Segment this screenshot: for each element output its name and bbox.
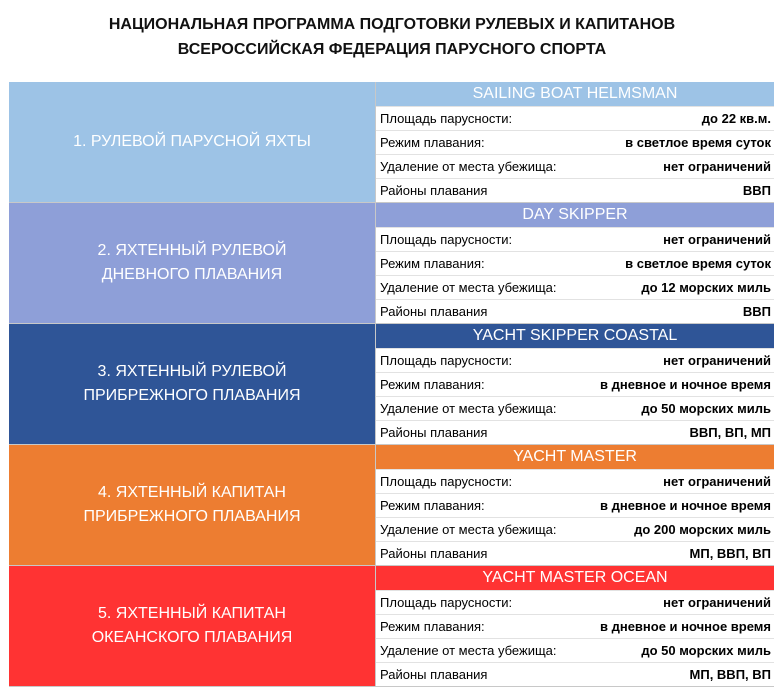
detail-row-area (376, 590, 774, 614)
detail-value: до 200 морских миль (634, 522, 771, 537)
level-details (376, 445, 774, 565)
detail-value: до 22 кв.м. (701, 111, 771, 126)
detail-row-regions (376, 420, 774, 444)
qualification-table (9, 82, 774, 687)
detail-label: Режим плавания: (380, 135, 485, 150)
detail-label: Режим плавания: (380, 619, 485, 634)
level-english-name: YACHT SKIPPER COASTAL (376, 324, 774, 348)
level-row-5 (9, 566, 774, 687)
detail-label: Удаление от места убежища: (380, 401, 557, 416)
detail-value: ВВП (742, 304, 771, 319)
level-title-cell (9, 324, 376, 444)
level-title: 1. РУЛЕВОЙ ПАРУСНОЙ ЯХТЫ (73, 133, 311, 150)
level-title-line: 2. ЯХТЕННЫЙ РУЛЕВОЙ (97, 242, 287, 259)
detail-value: в дневное и ночное время (599, 619, 771, 634)
detail-value: в светлое время суток (625, 256, 771, 271)
level-title-line: ДНЕВНОГО ПЛАВАНИЯ (101, 266, 283, 283)
level-english-name: SAILING BOAT HELMSMAN (376, 82, 774, 106)
detail-value: ВВП, ВП, МП (689, 425, 771, 440)
detail-label: Режим плавания: (380, 256, 485, 271)
level-details (376, 566, 774, 686)
detail-value: нет ограничений (663, 474, 771, 489)
detail-label: Площадь парусности: (380, 232, 513, 247)
detail-row-distance (376, 396, 774, 420)
detail-value: нет ограничений (663, 595, 771, 610)
detail-row-mode (376, 493, 774, 517)
detail-label: Площадь парусности: (380, 111, 513, 126)
detail-value: МП, ВВП, ВП (689, 546, 771, 561)
level-english-name: YACHT MASTER OCEAN (376, 566, 774, 590)
detail-row-mode (376, 251, 774, 275)
detail-row-regions (376, 662, 774, 686)
title-line-1: НАЦИОНАЛЬНАЯ ПРОГРАММА ПОДГОТОВКИ РУЛЕВЫХ И КАПИТАНОВ (108, 16, 676, 33)
detail-label: Удаление от места убежища: (380, 643, 557, 658)
detail-label: Районы плавания (380, 425, 488, 440)
level-details (376, 82, 774, 202)
detail-label: Площадь парусности: (380, 595, 513, 610)
level-title-line: 3. ЯХТЕННЫЙ РУЛЕВОЙ (97, 363, 287, 380)
detail-label: Районы плавания (380, 183, 488, 198)
level-row-2 (9, 203, 774, 324)
detail-label: Районы плавания (380, 667, 488, 682)
detail-value: нет ограничений (663, 353, 771, 368)
level-title-cell (9, 566, 376, 686)
detail-row-regions (376, 178, 774, 202)
detail-value: нет ограничений (663, 159, 771, 174)
detail-row-regions (376, 541, 774, 565)
level-title-line: 4. ЯХТЕННЫЙ КАПИТАН (98, 484, 286, 501)
detail-row-mode (376, 614, 774, 638)
level-english-name: DAY SKIPPER (376, 203, 774, 227)
level-details (376, 203, 774, 323)
detail-label: Режим плавания: (380, 377, 485, 392)
level-title-cell (9, 82, 376, 202)
detail-value: в светлое время суток (625, 135, 771, 150)
detail-row-distance (376, 275, 774, 299)
level-title-cell (9, 203, 376, 323)
level-row-4 (9, 445, 774, 566)
detail-row-regions (376, 299, 774, 323)
detail-value: в дневное и ночное время (599, 377, 771, 392)
detail-row-area (376, 348, 774, 372)
title-line-2: ВСЕРОССИЙСКАЯ ФЕДЕРАЦИЯ ПАРУСНОГО СПОРТА (177, 41, 607, 58)
detail-label: Районы плавания (380, 304, 488, 319)
level-row-3 (9, 324, 774, 445)
detail-label: Районы плавания (380, 546, 488, 561)
detail-row-distance (376, 154, 774, 178)
detail-label: Удаление от места убежища: (380, 159, 557, 174)
detail-row-area (376, 106, 774, 130)
detail-value: нет ограничений (663, 232, 771, 247)
detail-value: МП, ВВП, ВП (689, 667, 771, 682)
detail-row-mode (376, 130, 774, 154)
detail-row-area (376, 227, 774, 251)
level-title-line: ОКЕАНСКОГО ПЛАВАНИЯ (91, 629, 293, 646)
level-details (376, 324, 774, 444)
page-title (0, 12, 784, 62)
detail-value: до 50 морских миль (641, 401, 771, 416)
level-title-line: 5. ЯХТЕННЫЙ КАПИТАН (98, 605, 286, 622)
level-title-line: ПРИБРЕЖНОГО ПЛАВАНИЯ (83, 508, 301, 525)
detail-label: Удаление от места убежища: (380, 280, 557, 295)
detail-value: в дневное и ночное время (599, 498, 771, 513)
level-english-name: YACHT MASTER (376, 445, 774, 469)
level-row-1 (9, 82, 774, 203)
detail-label: Площадь парусности: (380, 474, 513, 489)
detail-row-area (376, 469, 774, 493)
detail-value: до 12 морских миль (641, 280, 771, 295)
detail-row-mode (376, 372, 774, 396)
detail-value: ВВП (742, 183, 771, 198)
level-title-cell (9, 445, 376, 565)
detail-label: Режим плавания: (380, 498, 485, 513)
detail-label: Площадь парусности: (380, 353, 513, 368)
detail-row-distance (376, 638, 774, 662)
detail-row-distance (376, 517, 774, 541)
detail-label: Удаление от места убежища: (380, 522, 557, 537)
detail-value: до 50 морских миль (641, 643, 771, 658)
level-title-line: ПРИБРЕЖНОГО ПЛАВАНИЯ (83, 387, 301, 404)
